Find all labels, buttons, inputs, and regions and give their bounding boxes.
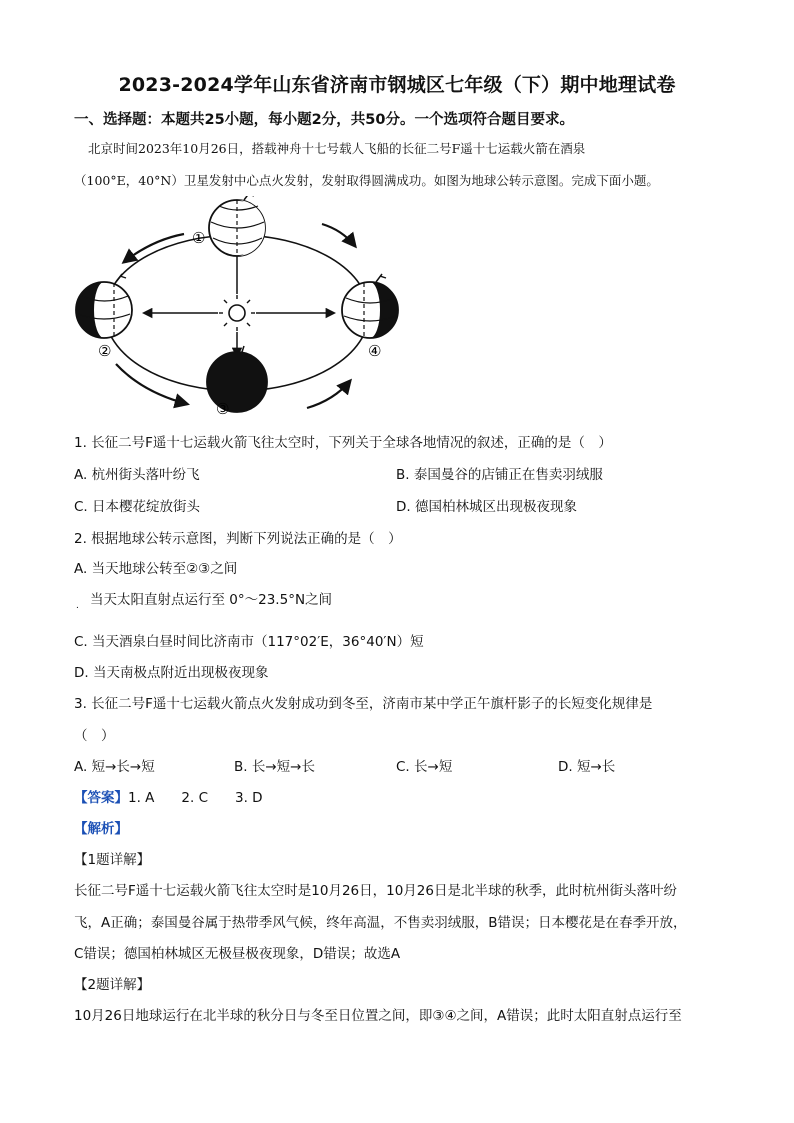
diagram-label-1: ① bbox=[192, 229, 206, 247]
q3-option-a: A. 短→长→短 bbox=[74, 759, 155, 775]
earth-position-4 bbox=[342, 274, 398, 338]
q3-option-d: D. 短→长 bbox=[558, 759, 616, 775]
earth-orbit-diagram bbox=[72, 196, 402, 422]
detail-2-line-1: 10月26日地球运行在北半球的秋分日与冬至日位置之间，即③④之间，A错误；此时太阳直射点运行至 bbox=[74, 1008, 682, 1024]
q2-option-b: 当天太阳直射点运行至 0°～23.5°N之间 bbox=[90, 592, 333, 608]
intro-text-1: 北京时间2023年10月26日，搭载神舟十七号载人飞船的长征二号F遥十七运载火箭在酒泉 bbox=[88, 141, 586, 156]
orbit-arrow-bottom-left bbox=[116, 364, 187, 404]
orbit-arrow-top-left bbox=[124, 234, 184, 262]
q3-option-b: B. 长→短→长 bbox=[234, 759, 315, 775]
diagram-label-4: ④ bbox=[368, 342, 382, 360]
detail-1-line-3: C错误；德国柏林城区无极昼极夜现象，D错误；故选A bbox=[74, 946, 401, 962]
detail-1-line-1: 长征二号F遥十七运载火箭飞往太空时是10月26日，10月26日是北半球的秋季，此时杭州街头落叶纷 bbox=[74, 883, 677, 899]
answer-text: 1. A 2. C 3. D bbox=[128, 790, 263, 806]
orbit-arrow-bottom-right bbox=[307, 381, 350, 408]
q2-stem: 2. 根据地球公转示意图，判断下列说法正确的是（ ） bbox=[74, 531, 402, 547]
diagram-label-3: ③ bbox=[216, 400, 230, 418]
answer-tag: 【答案】 bbox=[74, 790, 128, 806]
detail-2-heading: 【2题详解】 bbox=[74, 977, 151, 993]
sun-icon bbox=[219, 295, 255, 331]
intro-line-1 bbox=[74, 140, 724, 157]
q3-stem: 3. 长征二号F遥十七运载火箭点火发射成功到冬至，济南市某中学正午旗杆影子的长短变化规律是 bbox=[74, 696, 653, 712]
diagram-label-2: ② bbox=[98, 342, 112, 360]
q1-option-a: A. 杭州街头落叶纷飞 bbox=[74, 467, 200, 483]
exam-title: 2023-2024学年山东省济南市钢城区七年级（下）期中地理试卷 bbox=[118, 74, 676, 96]
intro-line-2: （100°E，40°N）卫星发射中心点火发射，发射取得圆满成功。如图为地球公转示意图。完成下面小题。 bbox=[74, 173, 659, 188]
earth-position-2 bbox=[76, 274, 132, 338]
q2-option-d: D. 当天南极点附近出现极夜现象 bbox=[74, 665, 269, 681]
q3-option-c: C. 长→短 bbox=[396, 759, 453, 775]
answer-line bbox=[74, 786, 263, 806]
q1-option-c: C. 日本樱花绽放街头 bbox=[74, 499, 201, 515]
detail-1-line-2: 飞，A正确；泰国曼谷属于热带季风气候，终年高温，不售卖羽绒服，B错误；日本樱花是在春季开放， bbox=[74, 915, 687, 931]
q1-stem: 1. 长征二号F遥十七运载火箭飞往太空时，下列关于全球各地情况的叙述，正确的是（ ） bbox=[74, 435, 612, 451]
earth-position-1 bbox=[209, 196, 265, 256]
q1-option-d: D. 德国柏林城区出现极夜现象 bbox=[396, 499, 577, 515]
q3-paren: （ ） bbox=[74, 728, 115, 744]
section-heading: 一、选择题：本题共25小题，每小题2分，共50分。一个选项符合题目要求。 bbox=[74, 112, 574, 128]
q1-option-b: B. 泰国曼谷的店铺正在售卖羽绒服 bbox=[396, 467, 603, 483]
orbit-arrow-top-right bbox=[322, 224, 355, 246]
q2-option-b-mark: . bbox=[76, 601, 79, 611]
analysis-tag: 【解析】 bbox=[74, 821, 128, 837]
q2-option-a: A. 当天地球公转至②③之间 bbox=[74, 561, 238, 577]
detail-1-heading: 【1题详解】 bbox=[74, 852, 151, 868]
q2-option-c: C. 当天酒泉白昼时间比济南市（117°02′E，36°40′N）短 bbox=[74, 634, 424, 650]
